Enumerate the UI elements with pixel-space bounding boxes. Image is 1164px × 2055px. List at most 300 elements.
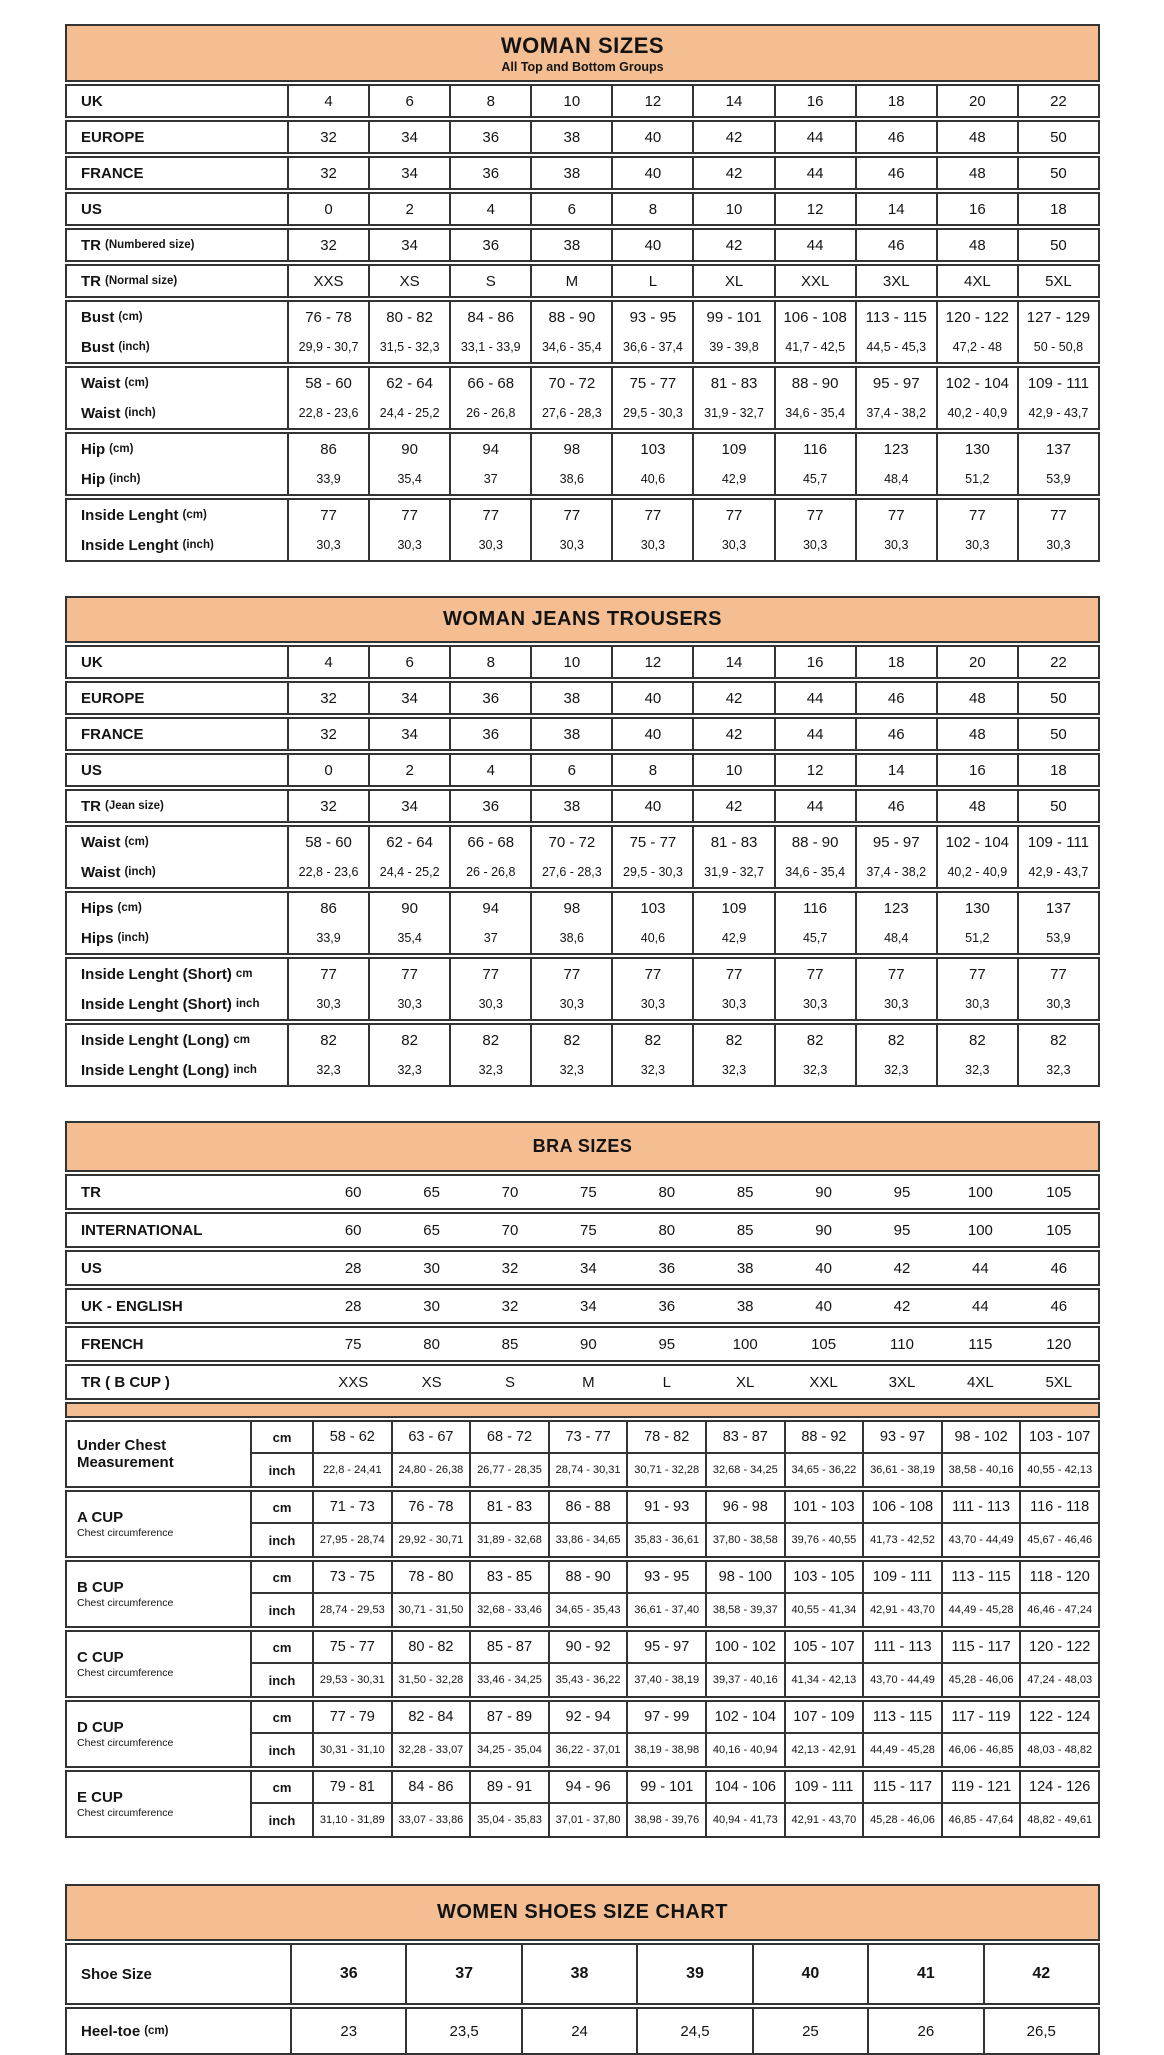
table-cell: 38,19 - 38,98 xyxy=(626,1734,705,1766)
table-cell: 99 - 101 xyxy=(626,1772,705,1804)
table-row xyxy=(67,791,1098,821)
table-cell: XXL xyxy=(809,1373,838,1391)
table-cell: 109 - 111 xyxy=(1017,368,1098,398)
row-label-sub: (cm) xyxy=(124,836,149,848)
table-cell: 34 xyxy=(368,683,449,713)
table-cell: 48 xyxy=(936,122,1017,152)
table-cell: 34 xyxy=(580,1259,597,1277)
table-cell: 39 xyxy=(636,1945,751,2003)
cup-label-text: Under Chest Measurement xyxy=(77,1436,174,1471)
bra-sizes-title: BRA SIZES xyxy=(532,1136,633,1156)
table-row-group xyxy=(65,1326,1100,1362)
table-cell: 130 xyxy=(936,893,1017,923)
table-cell: 28,74 - 30,31 xyxy=(548,1454,627,1486)
table-cell: 34 xyxy=(368,791,449,821)
row-label-text: Hips xyxy=(81,929,114,947)
table-cell: 12 xyxy=(611,647,692,677)
table-cell: 127 - 129 xyxy=(1017,302,1098,332)
table-cell: 30,71 - 31,50 xyxy=(391,1594,470,1626)
table-cell: 65 xyxy=(423,1221,440,1239)
table-cell: 30,3 xyxy=(449,989,530,1019)
table-row-group xyxy=(65,645,1100,679)
table-cell: 27,95 - 28,74 xyxy=(312,1524,391,1556)
table-cell: 42,13 - 42,91 xyxy=(784,1734,863,1766)
table-cell: 75 - 77 xyxy=(611,368,692,398)
row-label-sub: cm xyxy=(235,968,253,980)
row-label xyxy=(67,989,287,1019)
table-cell: 34,6 - 35,4 xyxy=(774,857,855,887)
table-cell: 113 - 115 xyxy=(862,1702,941,1734)
table-cell: XXS xyxy=(338,1373,369,1391)
row-label xyxy=(67,158,287,188)
table-cell: 90 xyxy=(815,1183,832,1201)
table-cell: 32 xyxy=(287,719,368,749)
table-cell: 102 - 104 xyxy=(705,1702,784,1734)
table-cell: 38 xyxy=(736,1297,754,1315)
row-label-text: Inside Lenght (Short) xyxy=(81,965,232,983)
table-cell: 87 - 89 xyxy=(469,1702,548,1734)
table-cell: 101 - 103 xyxy=(784,1492,863,1524)
table-cell: 116 xyxy=(774,893,855,923)
table-cell: 36 xyxy=(449,683,530,713)
table-cell: 120 - 122 xyxy=(1019,1632,1098,1664)
table-cell: 30,3 xyxy=(530,989,611,1019)
table-cell: 120 xyxy=(1046,1335,1072,1353)
row-label-sub: (inch) xyxy=(124,866,156,878)
table-cell: 44,5 - 45,3 xyxy=(855,332,936,362)
table-cell: 47,2 - 48 xyxy=(936,332,1017,362)
table-row-group xyxy=(65,1250,1100,1286)
table-cell: 98 xyxy=(530,434,611,464)
cup-row-group xyxy=(65,1630,1100,1698)
table-cell: 4 xyxy=(287,647,368,677)
table-cell: 77 xyxy=(855,500,936,530)
table-cell: 31,10 - 31,89 xyxy=(312,1804,391,1836)
table-cell: 70 xyxy=(501,1221,519,1239)
table-row-group xyxy=(65,264,1100,298)
table-cell: 75 - 77 xyxy=(312,1632,391,1664)
table-cell: 26 - 26,8 xyxy=(449,398,530,428)
row-label xyxy=(67,368,287,398)
table-row xyxy=(67,1214,1098,1246)
table-cell: 86 xyxy=(287,893,368,923)
table-cell: 82 - 84 xyxy=(391,1702,470,1734)
table-cell: 73 - 77 xyxy=(548,1422,627,1454)
table-cell: 34 xyxy=(368,122,449,152)
table-row-group xyxy=(65,120,1100,154)
table-cell: 48,03 - 48,82 xyxy=(1019,1734,1098,1766)
cup-label-text: B CUP xyxy=(77,1578,124,1596)
table-cell: 16 xyxy=(774,86,855,116)
row-label xyxy=(67,923,287,953)
row-label xyxy=(67,2009,290,2053)
table-cell: 32 xyxy=(287,158,368,188)
table-cell: 38,6 xyxy=(530,923,611,953)
unit-label: cm xyxy=(250,1702,312,1734)
table-cell: 40 xyxy=(611,683,692,713)
bra-sizes-table xyxy=(65,1121,1100,1838)
table-cell: 82 xyxy=(1017,1025,1098,1055)
table-cell: 44 xyxy=(774,719,855,749)
table-cell: 113 - 115 xyxy=(941,1562,1020,1594)
row-label-text: Inside Lenght (Long) xyxy=(81,1061,230,1079)
table-cell: 2 xyxy=(368,755,449,785)
table-cell: 30,3 xyxy=(368,530,449,560)
row-label-text: EUROPE xyxy=(81,689,145,707)
table-cell: 28,74 - 29,53 xyxy=(312,1594,391,1626)
table-cell: 32,68 - 33,46 xyxy=(469,1594,548,1626)
table-row xyxy=(67,683,1098,713)
table-row xyxy=(67,1176,1098,1208)
table-cell: 30,3 xyxy=(774,989,855,1019)
cup-label xyxy=(67,1772,250,1836)
table-cell: 95 - 97 xyxy=(855,827,936,857)
table-row xyxy=(67,647,1098,677)
table-cell: 42 xyxy=(692,230,773,260)
table-cell: 26,77 - 28,35 xyxy=(469,1454,548,1486)
table-cell: 26,5 xyxy=(983,2009,1098,2053)
table-cell: 26 - 26,8 xyxy=(449,857,530,887)
table-cell: 33,86 - 34,65 xyxy=(548,1524,627,1556)
unit-label: cm xyxy=(250,1422,312,1454)
table-cell: 105 - 107 xyxy=(784,1632,863,1664)
table-cell: 44 xyxy=(972,1297,989,1315)
table-cell: 36 xyxy=(449,791,530,821)
table-cell: 119 - 121 xyxy=(941,1772,1020,1804)
row-label-text: FRENCH xyxy=(81,1335,144,1353)
table-cell: 46 xyxy=(1050,1297,1068,1315)
cup-label xyxy=(67,1422,250,1486)
table-row-group xyxy=(65,366,1100,430)
table-row-group xyxy=(65,1212,1100,1248)
table-cell: 80 xyxy=(658,1221,676,1239)
table-cell: 77 xyxy=(368,959,449,989)
bra-cup-section xyxy=(65,1420,1100,1838)
row-label-text: Waist xyxy=(81,374,121,392)
row-label xyxy=(67,122,287,152)
table-cell: 22,8 - 23,6 xyxy=(287,398,368,428)
table-cell: 30,3 xyxy=(692,530,773,560)
table-cell: 120 - 122 xyxy=(936,302,1017,332)
table-row-group xyxy=(65,228,1100,262)
table-cell: 37,40 - 38,19 xyxy=(626,1664,705,1696)
table-cell: 47,24 - 48,03 xyxy=(1019,1664,1098,1696)
table-cell: 70 - 72 xyxy=(530,368,611,398)
table-cell: 109 xyxy=(692,893,773,923)
table-cell: 40,6 xyxy=(611,464,692,494)
table-cell: XXS xyxy=(287,266,368,296)
row-label-text: Inside Lenght (Long) xyxy=(81,1031,230,1049)
table-row-group xyxy=(65,498,1100,562)
table-cell: 16 xyxy=(774,647,855,677)
table-cell: 98 - 102 xyxy=(941,1422,1020,1454)
row-label-text: Waist xyxy=(81,833,121,851)
table-cell: 40 xyxy=(752,1945,867,2003)
table-cell: 32,3 xyxy=(449,1055,530,1085)
table-cell: 42 xyxy=(692,122,773,152)
table-cell: 42 xyxy=(692,683,773,713)
table-cell: S xyxy=(449,266,530,296)
table-cell: 43,70 - 44,49 xyxy=(862,1664,941,1696)
table-cell: 77 xyxy=(449,500,530,530)
table-cell: 8 xyxy=(611,194,692,224)
table-cell: 77 xyxy=(936,959,1017,989)
table-cell: 41 xyxy=(867,1945,982,2003)
table-row-group xyxy=(65,192,1100,226)
table-cell: 32 xyxy=(287,791,368,821)
table-cell: 16 xyxy=(936,755,1017,785)
table-cell: 40,2 - 40,9 xyxy=(936,857,1017,887)
table-cell: 36 xyxy=(449,158,530,188)
table-cell: 95 xyxy=(893,1183,911,1201)
table-cell: 77 xyxy=(611,500,692,530)
table-cell: 123 xyxy=(855,893,936,923)
table-cell: 76 - 78 xyxy=(391,1492,470,1524)
row-label xyxy=(67,266,287,296)
woman-sizes-subtitle: All Top and Bottom Groups xyxy=(501,60,664,74)
table-cell: 46,06 - 46,85 xyxy=(941,1734,1020,1766)
row-label-text: EUROPE xyxy=(81,128,145,146)
table-cell: 38 xyxy=(530,683,611,713)
table-cell: 32,28 - 33,07 xyxy=(391,1734,470,1766)
table-row xyxy=(67,158,1098,188)
table-cell: 44 xyxy=(774,122,855,152)
table-cell: 80 - 82 xyxy=(368,302,449,332)
table-cell: 107 - 109 xyxy=(784,1702,863,1734)
table-cell: 105 xyxy=(1046,1183,1072,1201)
table-cell: 80 xyxy=(423,1335,440,1353)
table-cell: 29,9 - 30,7 xyxy=(287,332,368,362)
table-cell: 32,68 - 34,25 xyxy=(705,1454,784,1486)
row-label xyxy=(67,893,287,923)
bra-sizes-header xyxy=(65,1121,1100,1172)
table-row xyxy=(67,719,1098,749)
row-label-text: Inside Lenght xyxy=(81,506,179,524)
table-cell: 124 - 126 xyxy=(1019,1772,1098,1804)
table-cell: 48 xyxy=(936,683,1017,713)
table-row xyxy=(67,122,1098,152)
table-cell: 38,98 - 39,76 xyxy=(626,1804,705,1836)
row-label-text: Hip xyxy=(81,440,106,458)
table-cell: 31,89 - 32,68 xyxy=(469,1524,548,1556)
row-label-sub: inch xyxy=(233,1064,257,1076)
table-cell: 82 xyxy=(449,1025,530,1055)
table-cell: 48 xyxy=(936,719,1017,749)
cup-label-sub: Chest circumference xyxy=(77,1807,174,1820)
unit-label: cm xyxy=(250,1492,312,1524)
row-label-text: TR xyxy=(81,272,101,290)
cup-label-sub: Chest circumference xyxy=(77,1737,174,1750)
cup-label xyxy=(67,1702,250,1766)
table-cell: 50 xyxy=(1017,230,1098,260)
table-cell: 32,3 xyxy=(611,1055,692,1085)
table-cell: 31,9 - 32,7 xyxy=(692,857,773,887)
table-cell: 29,53 - 30,31 xyxy=(312,1664,391,1696)
row-label-sub: cm xyxy=(233,1034,250,1046)
table-cell: 98 - 100 xyxy=(705,1562,784,1594)
table-cell: 14 xyxy=(855,755,936,785)
table-cell: 109 - 111 xyxy=(1017,827,1098,857)
table-row-group xyxy=(65,1943,1100,2005)
table-row xyxy=(67,368,1098,398)
table-cell: 34 xyxy=(368,230,449,260)
table-cell: 93 - 97 xyxy=(862,1422,941,1454)
table-row-group xyxy=(65,1288,1100,1324)
cup-label-text: C CUP xyxy=(77,1648,124,1666)
table-cell: 88 - 90 xyxy=(774,368,855,398)
table-row-group xyxy=(65,825,1100,889)
row-label-sub: (cm) xyxy=(124,377,149,389)
table-cell: 14 xyxy=(855,194,936,224)
table-row xyxy=(67,464,1098,494)
table-cell: 88 - 90 xyxy=(530,302,611,332)
table-cell: 31,50 - 32,28 xyxy=(391,1664,470,1696)
table-cell: 32 xyxy=(501,1297,519,1315)
table-cell: 42 xyxy=(692,158,773,188)
table-cell: 37,01 - 37,80 xyxy=(548,1804,627,1836)
table-cell: 38 xyxy=(530,158,611,188)
table-cell: 36,22 - 37,01 xyxy=(548,1734,627,1766)
table-cell: 77 xyxy=(530,500,611,530)
table-cell: 5XL xyxy=(1017,266,1098,296)
table-cell: 37 xyxy=(405,1945,520,2003)
table-cell: 30,3 xyxy=(855,989,936,1019)
table-cell: 137 xyxy=(1017,893,1098,923)
row-label-text: UK xyxy=(81,653,103,671)
table-row xyxy=(67,959,1098,989)
table-cell: 30,31 - 31,10 xyxy=(312,1734,391,1766)
table-cell: 32,3 xyxy=(368,1055,449,1085)
table-cell: 50 - 50,8 xyxy=(1017,332,1098,362)
table-cell: 91 - 93 xyxy=(626,1492,705,1524)
table-cell: 50 xyxy=(1017,791,1098,821)
table-cell: 45,7 xyxy=(774,464,855,494)
table-cell: 84 - 86 xyxy=(391,1772,470,1804)
table-cell: 62 - 64 xyxy=(368,368,449,398)
table-cell: 95 xyxy=(893,1221,911,1239)
table-cell: 77 xyxy=(611,959,692,989)
table-cell: 122 - 124 xyxy=(1019,1702,1098,1734)
table-cell: 65 xyxy=(423,1183,440,1201)
table-row xyxy=(67,332,1098,362)
table-cell: 35,4 xyxy=(368,923,449,953)
table-cell: 31,9 - 32,7 xyxy=(692,398,773,428)
table-row-group xyxy=(65,84,1100,118)
table-cell: XXL xyxy=(774,266,855,296)
table-cell: 85 xyxy=(736,1183,754,1201)
table-cell: 96 - 98 xyxy=(705,1492,784,1524)
table-cell: 94 xyxy=(449,434,530,464)
unit-label: inch xyxy=(250,1524,312,1556)
table-cell: 40 xyxy=(611,719,692,749)
table-cell: 30,3 xyxy=(368,989,449,1019)
table-cell: 78 - 82 xyxy=(626,1422,705,1454)
table-cell: 5XL xyxy=(1045,1373,1073,1391)
table-cell: 46 xyxy=(855,683,936,713)
table-cell: 79 - 81 xyxy=(312,1772,391,1804)
table-row-group xyxy=(65,1023,1100,1087)
table-row xyxy=(67,194,1098,224)
woman-sizes-header xyxy=(65,24,1100,82)
shoes-size-table xyxy=(65,1884,1100,2055)
table-row-group xyxy=(65,300,1100,364)
woman-jeans-header xyxy=(65,596,1100,643)
row-label-sub: inch xyxy=(235,998,260,1010)
table-cell: 46 xyxy=(855,158,936,188)
table-cell: 32,3 xyxy=(936,1055,1017,1085)
row-label xyxy=(67,791,287,821)
table-cell: 77 xyxy=(855,959,936,989)
table-cell: 22 xyxy=(1017,647,1098,677)
table-cell: 8 xyxy=(449,86,530,116)
table-cell: 115 - 117 xyxy=(862,1772,941,1804)
table-cell: 36,61 - 38,19 xyxy=(862,1454,941,1486)
table-cell: 43,70 - 44,49 xyxy=(941,1524,1020,1556)
row-label xyxy=(67,683,287,713)
table-row xyxy=(67,755,1098,785)
table-cell: 113 - 115 xyxy=(855,302,936,332)
table-cell: 42,9 xyxy=(692,464,773,494)
table-row xyxy=(67,1366,1098,1398)
table-cell: 35,4 xyxy=(368,464,449,494)
table-cell: 94 - 96 xyxy=(548,1772,627,1804)
row-label-sub: (cm) xyxy=(109,443,134,455)
table-cell: 60 xyxy=(344,1221,362,1239)
table-cell: 10 xyxy=(692,194,773,224)
table-cell: 10 xyxy=(692,755,773,785)
row-label-text: TR xyxy=(81,797,101,815)
table-cell: 37,4 - 38,2 xyxy=(855,857,936,887)
row-label-text: Hip xyxy=(81,470,106,488)
row-label-text: INTERNATIONAL xyxy=(81,1221,203,1239)
table-cell: 45,28 - 46,06 xyxy=(941,1664,1020,1696)
table-cell: 77 xyxy=(449,959,530,989)
row-label xyxy=(67,1328,314,1360)
table-cell: 34 xyxy=(580,1297,597,1315)
table-cell: 46,46 - 47,24 xyxy=(1019,1594,1098,1626)
cup-row-group xyxy=(65,1700,1100,1768)
table-cell: 93 - 95 xyxy=(626,1562,705,1594)
shoes-header xyxy=(65,1884,1100,1941)
table-cell: 36 xyxy=(449,719,530,749)
row-label xyxy=(67,194,287,224)
cup-row-group xyxy=(65,1770,1100,1838)
table-cell: 123 xyxy=(855,434,936,464)
table-cell: 53,9 xyxy=(1017,923,1098,953)
table-row-group xyxy=(65,957,1100,1021)
row-label-text: Waist xyxy=(81,404,121,422)
table-cell: L xyxy=(611,266,692,296)
table-cell: 20 xyxy=(936,86,1017,116)
table-cell: 75 xyxy=(344,1335,362,1353)
table-cell: 50 xyxy=(1017,719,1098,749)
table-cell: 44 xyxy=(774,158,855,188)
unit-label: cm xyxy=(250,1772,312,1804)
table-cell: 100 - 102 xyxy=(705,1632,784,1664)
table-cell: 66 - 68 xyxy=(449,827,530,857)
unit-label: cm xyxy=(250,1632,312,1664)
table-cell: 40,16 - 40,94 xyxy=(705,1734,784,1766)
table-cell: 40,2 - 40,9 xyxy=(936,398,1017,428)
table-cell: 104 - 106 xyxy=(705,1772,784,1804)
table-cell: 6 xyxy=(368,86,449,116)
table-cell: 34 xyxy=(368,719,449,749)
table-row xyxy=(67,857,1098,887)
table-cell: 115 - 117 xyxy=(941,1632,1020,1664)
row-label xyxy=(67,755,287,785)
table-row xyxy=(67,302,1098,332)
table-cell: 85 - 87 xyxy=(469,1632,548,1664)
